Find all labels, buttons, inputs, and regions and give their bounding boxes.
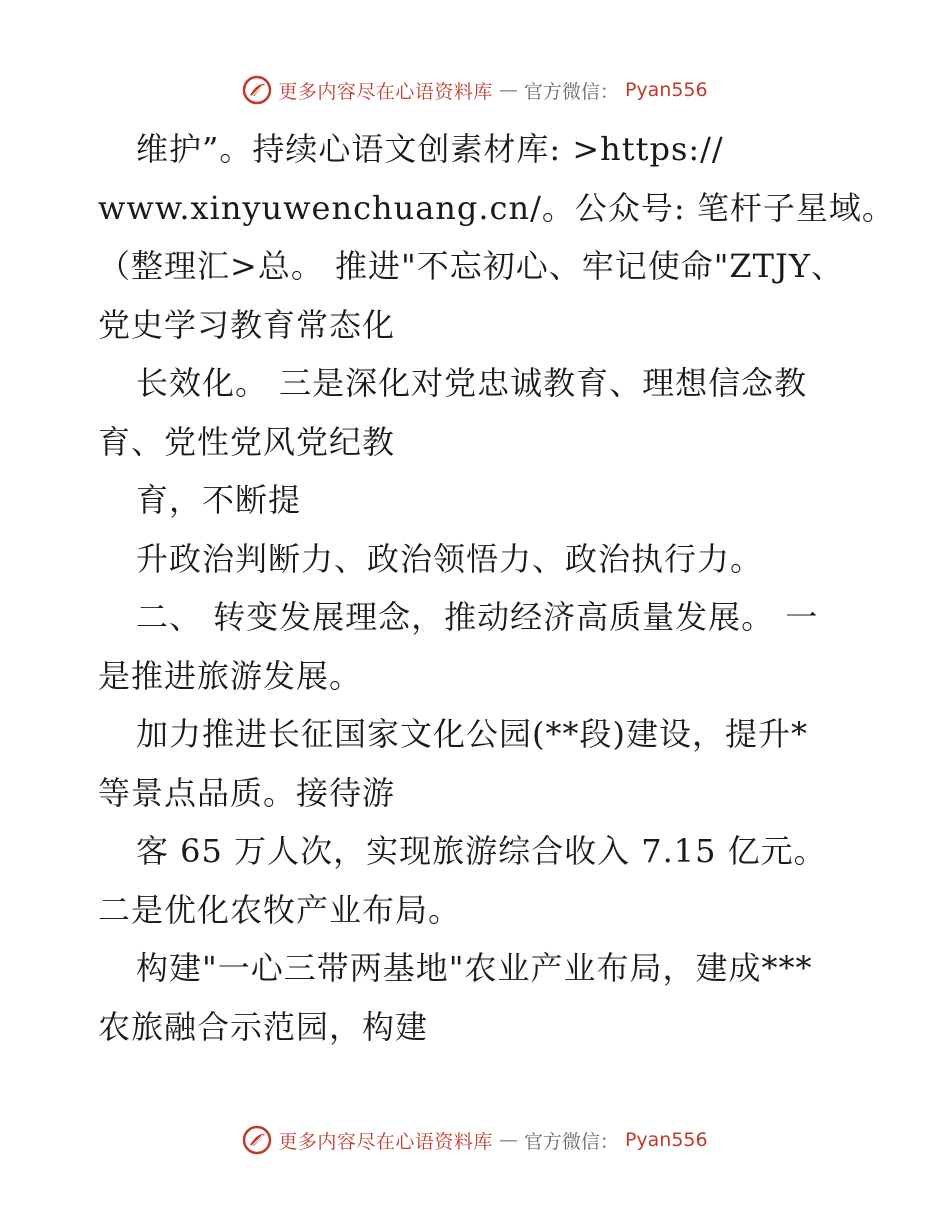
text-line: 维护”。持续心语文创素材库: >https:// <box>136 130 724 168</box>
document-body <box>98 120 895 1056</box>
text-line: 长效化。 三是深化对党忠诚教育、理想信念教 <box>136 364 808 402</box>
banner-wechat-id: Pyan556 <box>624 1129 708 1151</box>
text-line: 育，不断提 <box>136 481 302 519</box>
text-line: 升政治判断力、政治领悟力、政治执行力。 <box>136 539 764 578</box>
text-line: 育、党性党风党纪教 <box>98 422 396 461</box>
banner-wechat-label: 官方微信： <box>523 80 619 103</box>
banner-title: 更多内容尽在心语资料库 <box>278 80 493 103</box>
text-line: 是推进旅游发展。 <box>98 656 363 695</box>
text-line: 二、 转变发展理念，推动经济高质量发展。 一 <box>136 598 819 636</box>
text-line: 等景点品质。接待游 <box>98 773 396 812</box>
text-line: 二是优化农牧产业布局。 <box>98 890 462 929</box>
banner-separator: — <box>498 1129 518 1151</box>
page-footer <box>0 1120 950 1160</box>
header-banner <box>242 75 707 105</box>
banner-title: 更多内容尽在心语资料库 <box>278 1130 493 1153</box>
banner-separator: — <box>498 79 518 101</box>
text-line: 农旅融合示范园，构建 <box>98 1007 429 1046</box>
book-quill-icon <box>242 1125 272 1155</box>
text-line: www.xinyuwenchuang.cn/。公众号: 笔杆子星域。 <box>98 188 895 227</box>
text-line: 客 65 万人次，实现旅游综合收入 7.15 亿元。 <box>136 832 827 870</box>
book-quill-icon <box>242 75 272 105</box>
page-header <box>0 70 950 110</box>
banner-wechat-label: 官方微信： <box>523 1130 619 1153</box>
banner-wechat-id: Pyan556 <box>624 79 708 101</box>
footer-banner <box>242 1125 707 1155</box>
text-line: （整理汇>总。 推进"不忘初心、牢记使命"ZTJY、 <box>98 247 844 285</box>
text-line: 构建"一心三带两基地"农业产业布局，建成*** <box>136 949 813 987</box>
text-line: 党史学习教育常态化 <box>98 305 396 344</box>
text-line: 加力推进长征国家文化公园(**段)建设，提升* <box>136 715 808 753</box>
